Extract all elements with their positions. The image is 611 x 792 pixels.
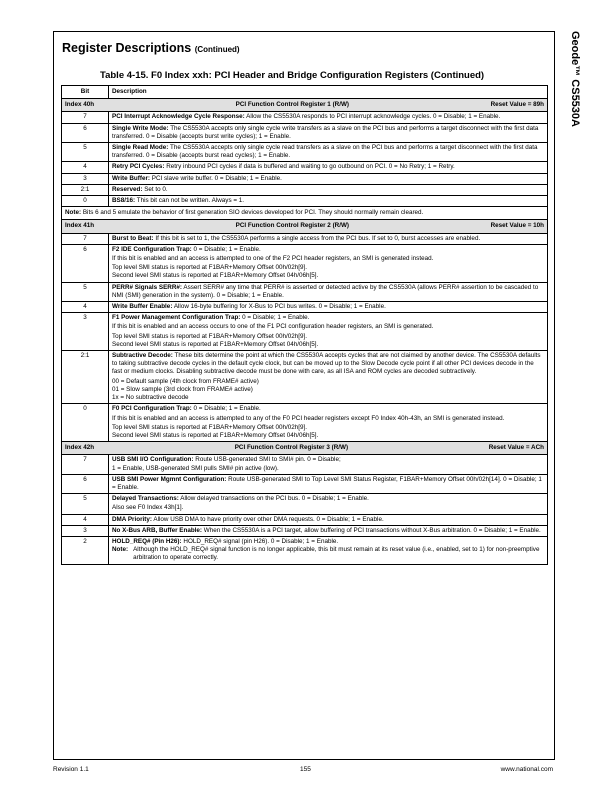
bit-row — [62, 196, 548, 207]
bit-description — [109, 455, 548, 474]
bit-description — [109, 494, 548, 514]
description-paragraph: Top level SMI status is reported at F1BAR+Memory Offset 00h/02h[9]. Second level SMI status is reported at F1BAR+Memory Offset 04h/06h[5]. — [112, 332, 319, 348]
description-paragraph — [112, 476, 544, 492]
field-text: These bits determine the point at which the CS5530A accepts cycles that are not claimed by another device. The CS5530A defaults to taking subtractive decode cycles in the default cycle clock, but can be moved up to the Slow Decode cycle point if all other PCI devices decode in the fast or medium clocks. Disabling subtractive decode must be done with care, as all ISA and ROM cycles are decoded subtractively. — [112, 352, 541, 376]
table-header-row — [62, 86, 548, 99]
register-name: PCI Function Control Register 3 (R/W) — [234, 444, 349, 452]
description-paragraph — [112, 527, 544, 535]
bit-number: 3 — [62, 525, 109, 536]
description-paragraph — [112, 113, 544, 121]
description-paragraph — [112, 405, 544, 413]
bit-column-header: Bit — [62, 86, 109, 99]
field-name: DMA Priority: — [112, 515, 152, 523]
register-note-text: Bits 6 and 5 emulate the behavior of first generation SIO devices developed for PCI. They should normally remain cleared. — [82, 209, 424, 217]
bit-description — [109, 233, 548, 244]
register-note-row — [62, 207, 548, 220]
field-name: Subtractive Decode: — [112, 352, 173, 360]
description-paragraph — [112, 186, 544, 194]
bit-row — [62, 404, 548, 442]
description-paragraph — [112, 284, 544, 300]
field-name: USB SMI I/O Configuration: — [112, 456, 194, 464]
side-title-text: Geode™ CS5530A — [569, 31, 581, 127]
description-paragraph — [112, 456, 544, 472]
bit-number: 6 — [62, 244, 109, 282]
field-text: 0 = Disable; 1 = Enable. — [242, 314, 310, 322]
bit-number: 5 — [62, 143, 109, 162]
bit-description — [109, 282, 548, 301]
field-note-label: Note: — [112, 546, 129, 554]
register-index-row — [62, 99, 548, 112]
bit-number: 7 — [62, 112, 109, 123]
field-text: Retry inbound PCI cycles if data is buffered and waiting to go outbound on PCI. 0 = No Retry; 1 = Retry. — [166, 163, 455, 171]
description-paragraph — [112, 175, 544, 183]
description-paragraph — [112, 235, 544, 243]
register-index-bar — [65, 222, 544, 230]
description-paragraph: If this bit is enabled and an access is attempted to one of the F2 PCI header registers, an SMI is generated instead. — [112, 255, 434, 263]
description-paragraph — [112, 516, 544, 524]
field-name: Write Buffer: — [112, 174, 151, 182]
bit-number: 6 — [62, 474, 109, 493]
field-name: Burst to Beat: — [112, 234, 154, 242]
register-index-row — [62, 220, 548, 233]
description-paragraph — [112, 352, 544, 377]
field-note-text: Although the HOLD_REQ# signal function is no longer applicable, this bit must remain at its reset value (i.e., enabled, set to 1) for non-preemptive arbitration to operate correctly. — [133, 546, 540, 562]
field-text: Route USB-generated SMI to SMI# pin. 0 = Disable; 1 = Enable, USB-generated SMI pulls SMI# pin active (low). — [112, 456, 341, 472]
register-index-cell — [62, 220, 548, 233]
field-text: Route USB-generated SMI to Top Level SMI Status Register, F1BAR+Memory Offset 00h/02h[14]. 0 = Disable; 1 = Enable. — [112, 475, 542, 491]
register-index-bar — [65, 444, 544, 452]
field-name: PCI Interrupt Acknowledge Cycle Response: — [112, 113, 245, 121]
bit-row — [62, 474, 548, 493]
register-reset-value: Reset Value = ACh — [488, 444, 544, 452]
register-index-cell — [62, 99, 548, 112]
description-paragraph — [112, 125, 544, 141]
page-title-text: Register Descriptions — [62, 41, 192, 55]
bit-row — [62, 455, 548, 474]
description-paragraph — [112, 314, 544, 322]
bit-number: 4 — [62, 162, 109, 173]
bit-row — [62, 536, 548, 564]
description-paragraph — [112, 246, 544, 254]
field-name: Reserved: — [112, 185, 143, 193]
bit-row — [62, 514, 548, 525]
bit-row — [62, 184, 548, 195]
field-name: Delayed Transactions: — [112, 495, 179, 503]
bit-description — [109, 536, 548, 564]
bit-description — [109, 351, 548, 404]
bit-row — [62, 143, 548, 162]
bit-number: 4 — [62, 302, 109, 313]
bit-number: 0 — [62, 404, 109, 442]
page-title-continued: (Continued) — [194, 45, 240, 54]
register-reset-value: Reset Value = 89h — [490, 101, 544, 109]
bit-description — [109, 123, 548, 142]
field-text: Allow delayed transactions on the PCI bus. 0 = Disable; 1 = Enable. — [180, 495, 369, 503]
description-paragraph — [112, 538, 544, 546]
register-note-label: Note: — [65, 209, 82, 217]
field-text: HOLD_REQ# signal (pin H26). 0 = Disable; 1 = Enable. — [183, 537, 339, 545]
bit-row — [62, 162, 548, 173]
description-paragraph — [112, 495, 544, 503]
description-paragraph — [112, 197, 544, 205]
footer-website: www.national.com — [500, 766, 553, 773]
register-index: Index 40h — [65, 101, 95, 109]
bit-description — [109, 525, 548, 536]
bit-row — [62, 123, 548, 142]
description-paragraph — [112, 163, 544, 171]
register-index-row — [62, 442, 548, 455]
register-reset-value: Reset Value = 10h — [490, 222, 544, 230]
bit-description — [109, 112, 548, 123]
field-text: Assert SERR# any time that PERR# is asserted or detected active by the CS5530A (allows PERR# assertion to be cascaded to NMI (SMI) generation in the system). 0 = Disable; 1 = Enable. — [112, 283, 539, 299]
bit-number: 3 — [62, 173, 109, 184]
bit-row — [62, 173, 548, 184]
field-text: The CS5530A accepts only single cycle read transfers as a slave on the PCI bus and performs a target disconnect with the first data transferred. 0 = Disable (accepts burst read cycles); 1 = Enable. — [112, 144, 538, 160]
bit-number: 5 — [62, 494, 109, 514]
description-paragraph — [112, 303, 544, 311]
description-paragraph: 00 = Default sample (4th clock from FRAME# active) 01 = Slow sample (3rd clock from FRAME# active) 1x = No subtractive decode — [112, 377, 259, 402]
field-text: Set to 0. — [144, 185, 168, 193]
description-paragraph: Also see F0 Index 43h[1]. — [112, 504, 184, 512]
bit-description — [109, 143, 548, 162]
field-text: This bit can not be written. Always = 1. — [136, 197, 245, 205]
bit-description — [109, 404, 548, 442]
field-name: Write Buffer Enable: — [112, 303, 173, 311]
bit-number: 2:1 — [62, 184, 109, 195]
side-title — [563, 31, 593, 231]
table-title: Table 4-15. F0 Index xxh: PCI Header and Bridge Configuration Registers (Continued) — [100, 70, 485, 81]
description-column-header: Description — [109, 86, 548, 99]
field-name: Single Write Mode: — [112, 124, 169, 132]
description-paragraph — [112, 144, 544, 160]
page-title — [62, 41, 240, 55]
footer-page-number: 155 — [300, 766, 311, 773]
bit-row — [62, 244, 548, 282]
field-name: F1 Power Management Configuration Trap: — [112, 314, 241, 322]
register-name: PCI Function Control Register 2 (R/W) — [235, 222, 349, 230]
field-note — [112, 546, 544, 562]
footer-revision: Revision 1.1 — [53, 766, 89, 773]
bit-description — [109, 474, 548, 493]
field-name: HOLD_REQ# (Pin H26): — [112, 537, 182, 545]
register-index-cell — [62, 442, 548, 455]
description-paragraph: If this bit is enabled and an access occurs to one of the F1 PCI configuration header registers, an SMI is generated. — [112, 323, 434, 331]
field-text: 0 = Disable; 1 = Enable. — [193, 405, 261, 413]
register-table — [61, 85, 548, 565]
field-name: Retry PCI Cycles: — [112, 163, 165, 171]
bit-number: 0 — [62, 196, 109, 207]
bit-description — [109, 514, 548, 525]
field-name: F0 PCI Configuration Trap: — [112, 405, 192, 413]
bit-description — [109, 302, 548, 313]
bit-row — [62, 313, 548, 351]
bit-row — [62, 112, 548, 123]
field-text: Allow USB DMA to have priority over other DMA requests. 0 = Disable; 1 = Enable. — [153, 515, 384, 523]
bit-number: 6 — [62, 123, 109, 142]
bit-row — [62, 494, 548, 514]
field-text: Allow the CS5530A responds to PCI interrupt acknowledge cycles. 0 = Disable; 1 = Enable. — [246, 113, 501, 121]
bit-row — [62, 233, 548, 244]
field-name: PERR# Signals SERR#: — [112, 283, 182, 291]
bit-description — [109, 244, 548, 282]
bit-number: 3 — [62, 313, 109, 351]
bit-number: 4 — [62, 514, 109, 525]
bit-row — [62, 525, 548, 536]
bit-number: 2 — [62, 536, 109, 564]
bit-description — [109, 313, 548, 351]
field-name: BS8/16: — [112, 197, 136, 205]
bit-number: 7 — [62, 455, 109, 474]
field-text: When the CS5530A is a PCI target, allow buffering of PCI transactions without X-Bus arbitration. 0 = Disable; 1 = Enable. — [203, 526, 541, 534]
bit-row — [62, 302, 548, 313]
bit-description — [109, 184, 548, 195]
register-index: Index 42h — [65, 444, 95, 452]
field-text: The CS5530A accepts only single cycle write transfers as a slave on the PCI bus and performs a target disconnect with the first data transferred. 0 = Disable (accepts burst write cycles); 1 = Enable. — [112, 124, 539, 140]
field-text: 0 = Disable; 1 = Enable. — [193, 245, 261, 253]
field-name: No X-Bus ARB, Buffer Enable: — [112, 526, 203, 534]
bit-number: 7 — [62, 233, 109, 244]
field-name: USB SMI Power Mgmnt Configuration: — [112, 475, 227, 483]
field-name: Single Read Mode: — [112, 144, 169, 152]
bit-description — [109, 196, 548, 207]
bit-row — [62, 351, 548, 404]
register-index-bar — [65, 101, 544, 109]
bit-description — [109, 173, 548, 184]
register-index: Index 41h — [65, 222, 95, 230]
field-text: Allow 16-byte buffering for X-Bus to PCI bus writes. 0 = Disable; 1 = Enable. — [173, 303, 386, 311]
register-note — [62, 207, 548, 220]
bit-row — [62, 282, 548, 301]
description-paragraph: If this bit is enabled and an access is attempted to any of the F0 PCI header registers except F0 Index 40h-43h, an SMI is generated instead. — [112, 414, 505, 422]
field-name: F2 IDE Configuration Trap: — [112, 245, 192, 253]
description-paragraph: Top level SMI status is reported at F1BAR+Memory Offset 00h/02h[9]. Second level SMI status is reported at F1BAR+Memory Offset 04h/06h[5]. — [112, 264, 319, 280]
field-text: PCI slave write buffer. 0 = Disable; 1 = Enable. — [151, 174, 282, 182]
description-paragraph: Top level SMI status is reported at F1BAR+Memory Offset 00h/02h[9]. Second level SMI status is reported at F1BAR+Memory Offset 04h/06h[5]. — [112, 423, 319, 439]
bit-description — [109, 162, 548, 173]
register-name: PCI Function Control Register 1 (R/W) — [235, 101, 349, 109]
bit-number: 5 — [62, 282, 109, 301]
bit-number: 2:1 — [62, 351, 109, 404]
field-text: If this bit is set to 1, the CS5530A performs a single access from the PCI bus. If set to 0, burst accesses are enabled. — [155, 234, 481, 242]
